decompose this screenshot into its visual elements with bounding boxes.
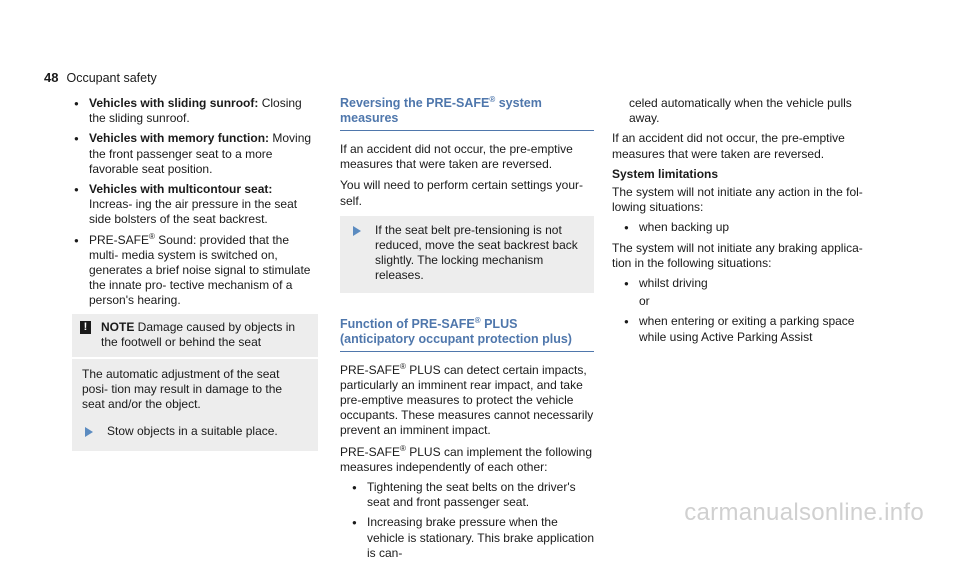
measures-list (72, 96, 316, 309)
instruction-block (340, 216, 594, 293)
parking-limitations-list (622, 314, 874, 344)
paragraph: PRE-SAFE® PLUS can implement the following measures independently of each other: (340, 443, 593, 474)
list-item: ● PRE-SAFE® Sound: provided that the multi- media system is switched on, generates a brief noise signal to stimulate the innate pro- tective mechanism of a person's hearing. (72, 233, 316, 309)
column-3 (612, 96, 874, 350)
note-title-text: Damage caused by objects in the footwell or behind the seat (101, 319, 296, 349)
paragraph: PRE-SAFE® PLUS can detect certain impacts, particularly an imminent rear impact, and take pre-emptive measures to protect the vehicle occupants. These measures cannot necessarily prevent an imminent impact. (340, 361, 594, 438)
column-1 (72, 96, 316, 451)
paragraph: If an accident did not occur, the pre-emptive measures that were taken are reversed. (340, 142, 573, 172)
paragraph: You will need to perform certain settings your- self. (340, 178, 584, 208)
system-limitations-heading: System limitations (612, 166, 719, 181)
page-header (44, 70, 157, 85)
list-item: ● Vehicles with sliding sunroof: Closing the sliding sunroof. (72, 96, 316, 126)
paragraph: The system will not initiate any braking applica- tion in the following situations: (612, 240, 863, 270)
note-title: NOTE (101, 319, 135, 334)
list-item: ● whilst driving (622, 276, 874, 291)
column-2 (340, 96, 594, 566)
list-item: ● Vehicles with multicontour seat: Increas- ing the air pressure in the seat side bolsters of the seat backrest. (72, 182, 316, 228)
note-text: The automatic adjustment of the seat posi- tion may result in damage to the seat and/or the object. (82, 367, 283, 412)
heading-function: Function of PRE-SAFE® PLUS (anticipatory occupant protection plus) (340, 317, 594, 352)
list-item: ● Tightening the seat belts on the driver's seat and front passenger seat. (350, 480, 594, 510)
note-instruction: Stow objects in a suitable place. (82, 424, 308, 439)
limitations-list (622, 220, 874, 235)
list-item: ● Increasing brake pressure when the vehicle is stationary. This brake application is can- (350, 515, 594, 561)
heading-reversing: Reversing the PRE-SAFE® system measures (340, 96, 594, 131)
or-text: or (639, 294, 650, 309)
plus-measures-list (350, 480, 594, 561)
note-header (72, 314, 318, 359)
action-arrow-icon (353, 226, 361, 236)
warning-icon: ! (80, 321, 91, 334)
watermark: carmanualsonline.info (684, 499, 924, 526)
section-title: Occupant safety (66, 71, 157, 85)
note-body (72, 359, 318, 451)
paragraph: The system will not initiate any action in the fol- lowing situations: (612, 185, 863, 215)
list-item: ● Vehicles with memory function: Moving the front passenger seat to a more favorable seat position. (72, 131, 316, 177)
instruction-text: If the seat belt pre-tensioning is not reduced, move the seat backrest back slightly. The locking mechanism releases. (375, 222, 578, 283)
paragraph: If an accident did not occur, the pre-emptive measures that were taken are reversed. (612, 131, 845, 161)
action-arrow-icon (85, 427, 93, 437)
braking-limitations-list (622, 276, 874, 291)
page-number: 48 (44, 70, 59, 85)
list-item: ● when entering or exiting a parking space while using Active Parking Assist (622, 314, 874, 344)
note-box (72, 314, 318, 451)
continued-text: celed automatically when the vehicle pulls away. (629, 96, 852, 126)
list-item: ● when backing up (622, 220, 874, 235)
